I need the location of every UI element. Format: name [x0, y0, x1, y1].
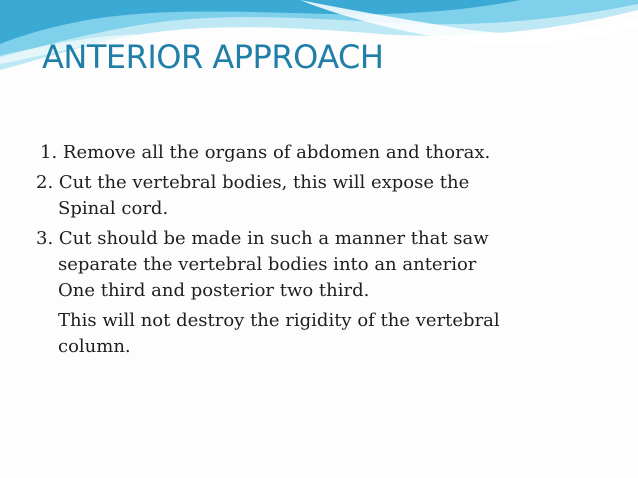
list-item-line: 1. Remove all the organs of abdomen and thorax. — [40, 142, 491, 163]
list-item — [36, 170, 616, 222]
list-item-line: separate the vertebral bodies into an anterior — [58, 254, 477, 275]
list-item — [36, 140, 616, 166]
list-item-line: This will not destroy the rigidity of the vertebral — [58, 310, 500, 331]
list-item — [36, 226, 616, 304]
slide-title: ANTERIOR APPROACH — [42, 38, 384, 76]
list-item-line: Spinal cord. — [58, 198, 169, 219]
list-item-line: 3. Cut should be made in such a manner that saw — [36, 228, 489, 249]
list-item-line: One third and posterior two third. — [58, 280, 370, 301]
list-item-line: 2. Cut the vertebral bodies, this will expose the — [36, 172, 470, 193]
list-item — [36, 308, 616, 360]
list-item-line: column. — [58, 336, 131, 357]
slide-body — [36, 140, 616, 364]
